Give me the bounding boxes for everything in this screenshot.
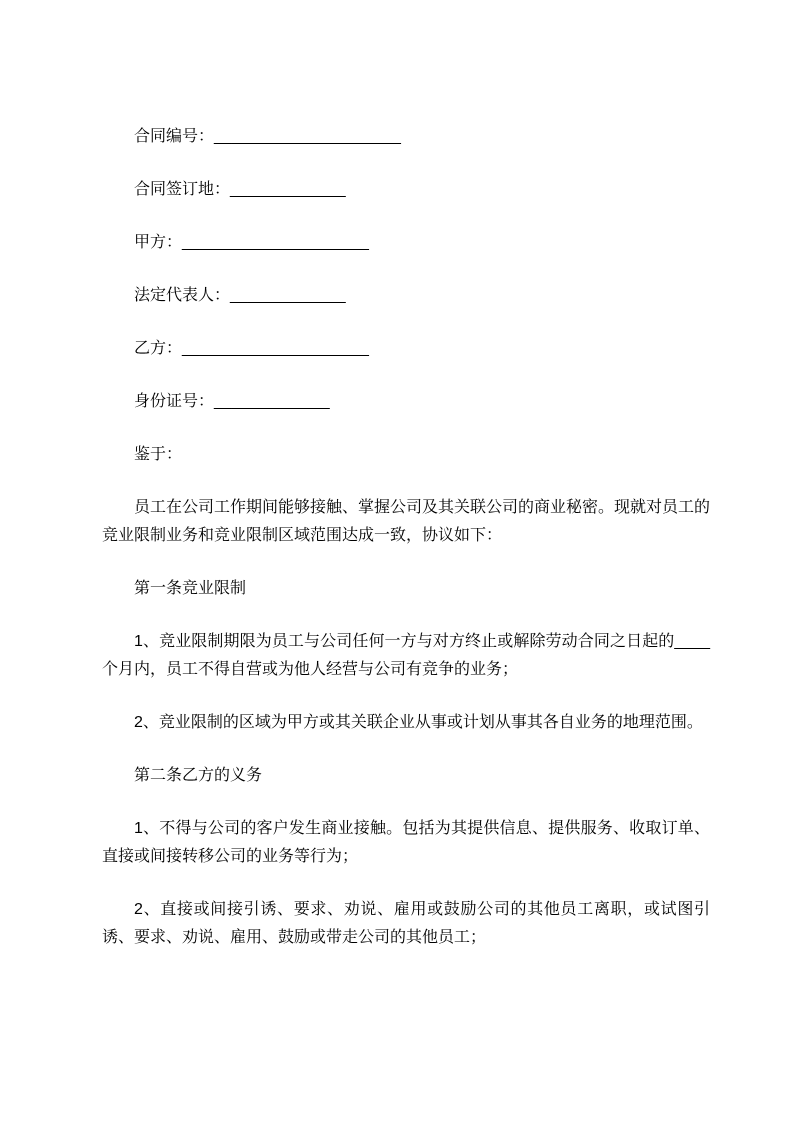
blank-signing-place: _____________ [230, 181, 346, 198]
field-line-id-number [102, 388, 710, 416]
article2-heading: 第二条乙方的义务 [134, 767, 263, 784]
blank-party-a: _____________________ [182, 234, 369, 251]
field-line-legal-representative [102, 282, 710, 310]
blank-id-number: _____________ [214, 393, 330, 410]
article2-clause-2: 2、直接或间接引诱、要求、劝说、雇用或鼓励公司的其他员工离职，或试图引诱、要求、劝说、雇用、鼓励或带走公司的其他员工； [102, 901, 710, 946]
article1-heading: 第一条竞业限制 [134, 580, 247, 597]
whereas-line: 鉴于： [134, 446, 183, 463]
field-line-party-a [102, 229, 710, 257]
field-label-signing-place: 合同签订地： [134, 181, 231, 198]
field-label-party-a: 甲方： [134, 234, 183, 251]
field-label-id-number: 身份证号： [134, 393, 215, 410]
blank-contract-number: _____________________ [214, 128, 401, 145]
article2-clause-1: 1、不得与公司的客户发生商业接触。包括为其提供信息、提供服务、收取订单、直接或间接转移公司的业务等行为； [102, 820, 710, 865]
blank-party-b: _____________________ [182, 340, 369, 357]
field-label-contract-number: 合同编号： [134, 128, 215, 145]
intro-paragraph: 员工在公司工作期间能够接触、掌握公司及其关联公司的商业秘密。现就对员工的竞业限制业务和竞业限制区域范围达成一致，协议如下： [102, 499, 711, 544]
field-line-signing-place [102, 176, 710, 204]
field-label-party-b: 乙方： [134, 340, 183, 357]
blank-legal-representative: _____________ [230, 287, 346, 304]
field-line-contract-number [102, 123, 710, 151]
article1-clause-2: 2、竞业限制的区域为甲方或其关联企业从事或计划从事其各自业务的地理范围。 [134, 714, 703, 731]
field-line-party-b [102, 335, 710, 363]
field-label-legal-representative: 法定代表人： [134, 287, 231, 304]
article1-clause-1: 1、竞业限制期限为员工与公司任何一方与对方终止或解除劳动合同之日起的____个月内，员工不得自营或为他人经营与公司有竞争的业务； [102, 633, 710, 678]
